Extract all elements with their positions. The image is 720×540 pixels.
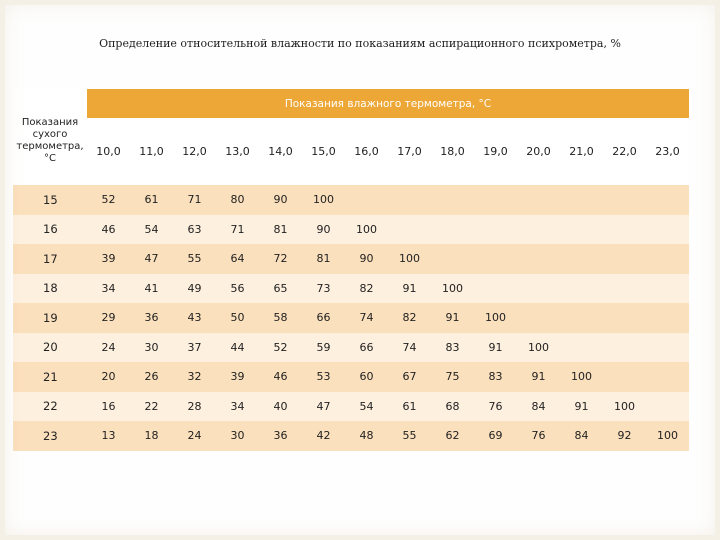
dry-temp-row-label: 18 <box>13 274 87 304</box>
humidity-cell: 43 <box>173 303 216 333</box>
humidity-cell: 100 <box>302 185 345 215</box>
humidity-cell: 83 <box>474 362 517 392</box>
humidity-cell: 61 <box>388 392 431 422</box>
humidity-cell <box>646 362 689 392</box>
humidity-cell: 91 <box>517 362 560 392</box>
humidity-cell: 22 <box>130 392 173 422</box>
corner-line: Показания <box>21 117 79 128</box>
humidity-cell: 40 <box>259 392 302 422</box>
humidity-cell <box>560 303 603 333</box>
wet-temp-header-cell: 19,0 <box>474 118 517 185</box>
humidity-cell: 46 <box>259 362 302 392</box>
humidity-cell <box>517 274 560 304</box>
humidity-cell: 63 <box>173 215 216 245</box>
humidity-cell: 61 <box>130 185 173 215</box>
humidity-cell <box>345 185 388 215</box>
humidity-cell: 100 <box>345 215 388 245</box>
corner-line: °С <box>44 153 56 164</box>
humidity-cell <box>646 244 689 274</box>
humidity-cell: 47 <box>130 244 173 274</box>
humidity-cell <box>560 215 603 245</box>
humidity-cell <box>431 215 474 245</box>
humidity-cell <box>560 244 603 274</box>
humidity-cell <box>517 244 560 274</box>
humidity-cell: 65 <box>259 274 302 304</box>
wet-temp-header-cell: 18,0 <box>431 118 474 185</box>
humidity-cell: 64 <box>216 244 259 274</box>
humidity-cell: 91 <box>474 333 517 363</box>
humidity-cell: 28 <box>173 392 216 422</box>
humidity-table <box>13 89 690 451</box>
humidity-cell: 82 <box>388 303 431 333</box>
humidity-cell: 81 <box>302 244 345 274</box>
dry-temp-row-label: 16 <box>13 215 87 245</box>
dry-temp-row-label: 23 <box>13 421 87 451</box>
humidity-cell: 91 <box>431 303 474 333</box>
humidity-cell: 29 <box>87 303 130 333</box>
humidity-cell <box>560 274 603 304</box>
wet-temp-header-cell: 23,0 <box>646 118 689 185</box>
humidity-cell: 52 <box>259 333 302 363</box>
humidity-cell: 66 <box>302 303 345 333</box>
wet-temp-header-cell: 13,0 <box>216 118 259 185</box>
humidity-cell: 100 <box>474 303 517 333</box>
humidity-cell: 90 <box>345 244 388 274</box>
humidity-cell: 44 <box>216 333 259 363</box>
dry-temp-row-label: 15 <box>13 185 87 215</box>
humidity-cell: 90 <box>259 185 302 215</box>
humidity-cell: 49 <box>173 274 216 304</box>
dry-thermometer-header <box>13 89 87 185</box>
humidity-cell: 59 <box>302 333 345 363</box>
humidity-cell <box>560 185 603 215</box>
humidity-cell <box>646 392 689 422</box>
humidity-cell: 47 <box>302 392 345 422</box>
humidity-cell: 55 <box>173 244 216 274</box>
humidity-cell: 13 <box>87 421 130 451</box>
dry-temp-row-label: 21 <box>13 362 87 392</box>
humidity-cell: 74 <box>388 333 431 363</box>
humidity-cell: 30 <box>130 333 173 363</box>
humidity-cell <box>560 333 603 363</box>
wet-temp-header-cell: 17,0 <box>388 118 431 185</box>
humidity-cell <box>603 303 646 333</box>
wet-temp-header-cell: 14,0 <box>259 118 302 185</box>
humidity-cell: 73 <box>302 274 345 304</box>
humidity-cell: 100 <box>646 421 689 451</box>
humidity-cell: 32 <box>173 362 216 392</box>
humidity-cell: 100 <box>431 274 474 304</box>
humidity-cell <box>431 244 474 274</box>
humidity-cell <box>517 215 560 245</box>
humidity-cell <box>603 215 646 245</box>
humidity-cell: 82 <box>345 274 388 304</box>
humidity-cell: 71 <box>216 215 259 245</box>
humidity-cell: 48 <box>345 421 388 451</box>
humidity-cell <box>431 185 474 215</box>
humidity-cell: 18 <box>130 421 173 451</box>
humidity-cell: 76 <box>517 421 560 451</box>
humidity-cell: 36 <box>259 421 302 451</box>
humidity-cell: 62 <box>431 421 474 451</box>
humidity-cell <box>646 303 689 333</box>
humidity-cell: 68 <box>431 392 474 422</box>
humidity-cell <box>603 185 646 215</box>
wet-temp-header-cell: 20,0 <box>517 118 560 185</box>
humidity-cell: 69 <box>474 421 517 451</box>
humidity-cell: 71 <box>173 185 216 215</box>
humidity-cell: 50 <box>216 303 259 333</box>
humidity-table-grid <box>13 89 690 451</box>
humidity-cell: 46 <box>87 215 130 245</box>
humidity-cell <box>603 362 646 392</box>
humidity-cell: 66 <box>345 333 388 363</box>
humidity-cell: 58 <box>259 303 302 333</box>
wet-temp-header-cell: 15,0 <box>302 118 345 185</box>
humidity-cell: 91 <box>388 274 431 304</box>
humidity-cell: 100 <box>517 333 560 363</box>
humidity-cell <box>474 244 517 274</box>
humidity-cell <box>474 185 517 215</box>
corner-line: термометра, <box>16 141 84 152</box>
humidity-cell: 92 <box>603 421 646 451</box>
dry-temp-row-label: 22 <box>13 392 87 422</box>
humidity-cell: 36 <box>130 303 173 333</box>
humidity-cell: 74 <box>345 303 388 333</box>
humidity-cell: 76 <box>474 392 517 422</box>
wet-temp-header-cell: 11,0 <box>130 118 173 185</box>
humidity-cell <box>603 244 646 274</box>
humidity-cell: 75 <box>431 362 474 392</box>
humidity-cell <box>517 303 560 333</box>
humidity-cell: 54 <box>130 215 173 245</box>
wet-temp-header-cell: 22,0 <box>603 118 646 185</box>
humidity-cell: 91 <box>560 392 603 422</box>
humidity-cell: 37 <box>173 333 216 363</box>
humidity-cell <box>646 274 689 304</box>
dry-temp-row-label: 20 <box>13 333 87 363</box>
humidity-cell: 26 <box>130 362 173 392</box>
humidity-cell: 42 <box>302 421 345 451</box>
humidity-cell <box>603 274 646 304</box>
humidity-cell: 90 <box>302 215 345 245</box>
dry-temp-row-label: 19 <box>13 303 87 333</box>
wet-temp-header-cell: 12,0 <box>173 118 216 185</box>
humidity-cell: 53 <box>302 362 345 392</box>
humidity-cell: 39 <box>87 244 130 274</box>
dry-temp-row-label: 17 <box>13 244 87 274</box>
humidity-cell: 83 <box>431 333 474 363</box>
humidity-cell <box>646 215 689 245</box>
humidity-cell <box>388 215 431 245</box>
wet-temp-header-cell: 16,0 <box>345 118 388 185</box>
humidity-cell: 100 <box>560 362 603 392</box>
humidity-cell: 84 <box>517 392 560 422</box>
humidity-cell: 54 <box>345 392 388 422</box>
humidity-cell: 16 <box>87 392 130 422</box>
humidity-cell <box>646 185 689 215</box>
humidity-cell <box>646 333 689 363</box>
corner-line: сухого <box>32 129 68 140</box>
humidity-cell <box>603 333 646 363</box>
wet-temp-header-cell: 10,0 <box>87 118 130 185</box>
humidity-cell: 100 <box>603 392 646 422</box>
wet-thermometer-header: Показания влажного термометра, °С <box>87 89 689 118</box>
humidity-cell: 72 <box>259 244 302 274</box>
humidity-cell: 67 <box>388 362 431 392</box>
humidity-cell: 41 <box>130 274 173 304</box>
humidity-cell: 100 <box>388 244 431 274</box>
humidity-cell: 20 <box>87 362 130 392</box>
humidity-cell: 55 <box>388 421 431 451</box>
wet-temp-header-cell: 21,0 <box>560 118 603 185</box>
humidity-cell: 84 <box>560 421 603 451</box>
humidity-cell: 34 <box>216 392 259 422</box>
humidity-cell: 24 <box>173 421 216 451</box>
humidity-cell: 34 <box>87 274 130 304</box>
humidity-cell: 60 <box>345 362 388 392</box>
humidity-cell <box>517 185 560 215</box>
page-title: Определение относительной влажности по показаниям аспирационного психрометра, % <box>99 37 621 50</box>
humidity-cell: 80 <box>216 185 259 215</box>
humidity-cell <box>388 185 431 215</box>
humidity-cell: 56 <box>216 274 259 304</box>
humidity-cell <box>474 215 517 245</box>
humidity-cell: 24 <box>87 333 130 363</box>
humidity-cell: 81 <box>259 215 302 245</box>
humidity-cell <box>474 274 517 304</box>
humidity-cell: 30 <box>216 421 259 451</box>
humidity-cell: 52 <box>87 185 130 215</box>
humidity-cell: 39 <box>216 362 259 392</box>
